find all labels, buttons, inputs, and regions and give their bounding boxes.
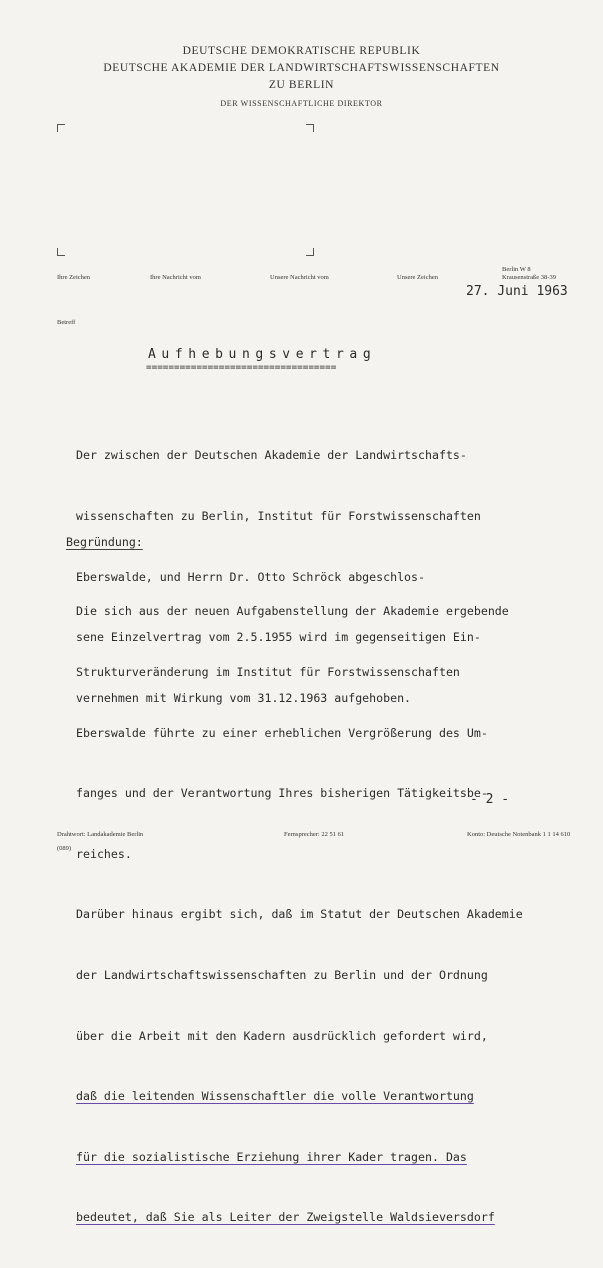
paragraph-line-underlined: daß die leitenden Wissenschaftler die volle Verantwortung bbox=[76, 1089, 474, 1104]
paragraph-line: sene Einzelvertrag vom 2.5.1955 wird im gegenseitigen Ein- bbox=[76, 630, 481, 645]
paragraph-line: Die sich aus der neuen Aufgabenstellung der Akademie ergebende bbox=[76, 604, 509, 619]
page-continuation-marker: - 2 - bbox=[470, 792, 510, 807]
footer-code: (089) bbox=[57, 845, 72, 852]
letterhead-city: ZU BERLIN bbox=[268, 79, 335, 91]
paragraph-line: der Landwirtschaftswissenschaften zu Berlin und der Ordnung bbox=[76, 967, 488, 982]
footer-fernsprecher: Fernsprecher: 22 51 61 bbox=[284, 831, 345, 838]
paragraph-line: über die Arbeit mit den Kadern ausdrücklich gefordert wird, bbox=[76, 1028, 488, 1043]
paragraph-line-underlined: bedeutet, daß Sie als Leiter der Zweigstelle Waldsieversdorf bbox=[76, 1210, 495, 1225]
paragraph-reasoning bbox=[76, 561, 523, 1268]
address-window-mark-top-left bbox=[57, 124, 65, 132]
letterhead-director: DER WISSENSCHAFTLICHE DIREKTOR bbox=[220, 99, 383, 108]
footer-konto: Konto: Deutsche Notenbank 1 1 14 610 bbox=[467, 831, 571, 838]
document-title: Aufhebungsvertrag bbox=[148, 347, 377, 362]
title-underline: ================================== bbox=[146, 362, 337, 373]
label-unsere-nachricht: Unsere Nachricht vom bbox=[270, 274, 329, 281]
label-ihre-zeichen: Ihre Zeichen bbox=[57, 274, 91, 281]
paragraph-line: wissenschaften zu Berlin, Institut für Forstwissenschaften bbox=[76, 509, 481, 523]
paragraph-line: Strukturveränderung im Institut für Forstwissenschaften bbox=[76, 665, 460, 679]
letterhead-academy: DEUTSCHE AKADEMIE DER LANDWIRTSCHAFTSWISSENSCHAFTEN bbox=[103, 62, 500, 74]
address-street: Krausenstraße 38-39 bbox=[502, 274, 556, 281]
begruendung-heading: Begründung: bbox=[66, 535, 143, 549]
paragraph-line: Der zwischen der Deutschen Akademie der Landwirtschafts- bbox=[76, 448, 467, 463]
address-window-mark-bottom-left bbox=[57, 248, 65, 256]
label-betreff: Betreff bbox=[57, 319, 76, 326]
address-window-mark-top-right bbox=[306, 124, 314, 132]
label-ihre-nachricht: Ihre Nachricht vom bbox=[150, 274, 201, 281]
paragraph-line: vernehmen mit Wirkung vom 31.12.1963 aufgehoben. bbox=[76, 690, 412, 705]
paragraph-line: Darüber hinaus ergibt sich, daß im Statut der Deutschen Akademie bbox=[76, 907, 523, 922]
paragraph-line: reiches. bbox=[76, 846, 132, 861]
address-city: Berlin W 8 bbox=[502, 266, 531, 273]
paragraph-line: fanges und der Verantwortung Ihres bisherigen Tätigkeitsbe- bbox=[76, 786, 488, 801]
paragraph-line: Eberswalde, und Herrn Dr. Otto Schröck abgeschlos- bbox=[76, 569, 426, 584]
footer-drahtwort: Drahtwort: Landakademie Berlin bbox=[57, 831, 144, 838]
paragraph-line: Eberswalde führte zu einer erheblichen Vergrößerung des Um- bbox=[76, 725, 488, 740]
address-window-mark-bottom-right bbox=[306, 248, 314, 256]
letterhead-country: DEUTSCHE DEMOKRATISCHE REPUBLIK bbox=[182, 45, 421, 57]
letter-date: 27. Juni 1963 bbox=[466, 284, 568, 299]
paragraph-line-underlined: für die sozialistische Erziehung ihrer Kader tragen. Das bbox=[76, 1149, 467, 1164]
label-unsere-zeichen: Unsere Zeichen bbox=[397, 274, 438, 281]
